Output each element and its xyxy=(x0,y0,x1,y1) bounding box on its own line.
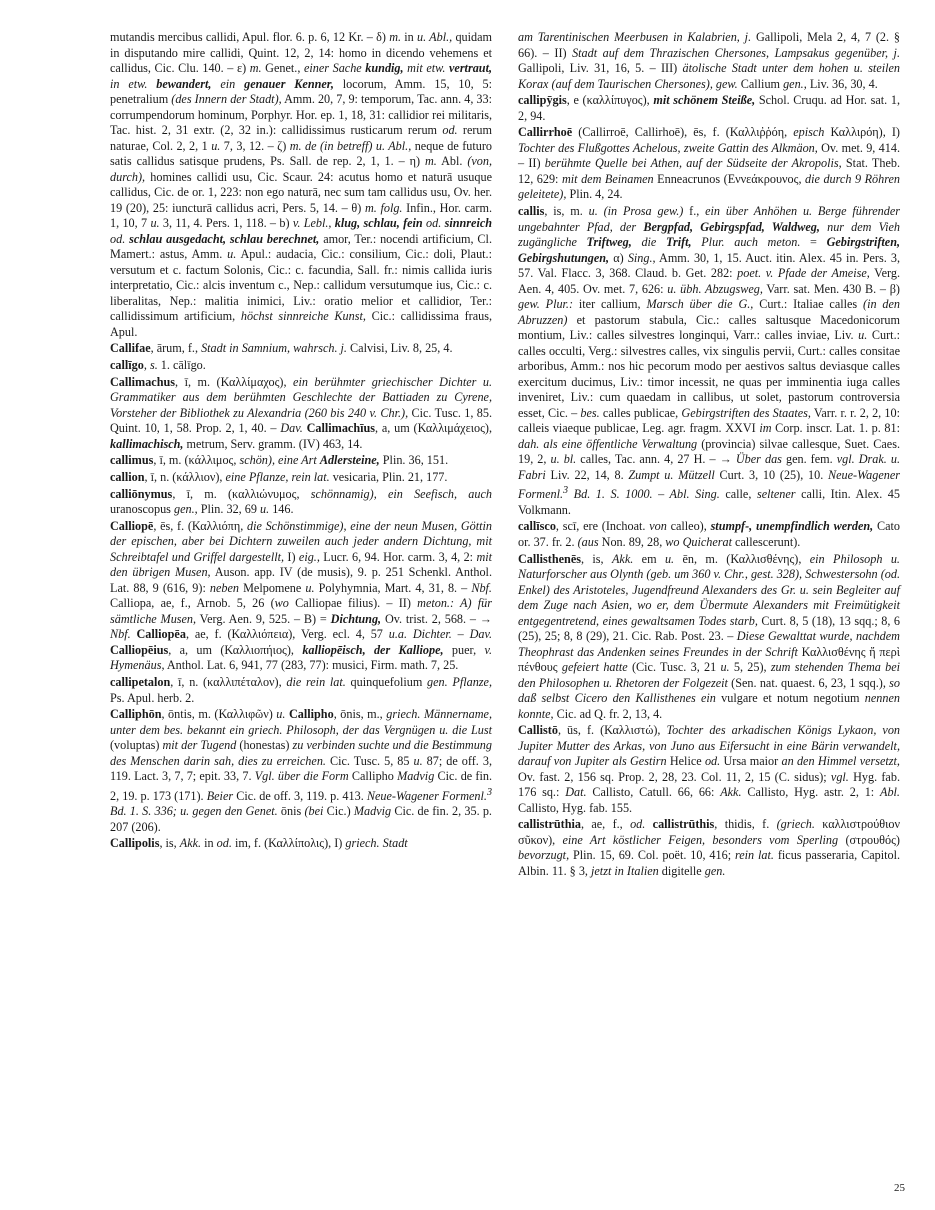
page-number: 25 xyxy=(894,1182,905,1194)
dictionary-entry: Calliopē, ēs, f. (Καλλιόπη, die Schönstimmige), eine der neun Musen, Göttin der epischen, aber bei Dichtern zuweilen auch jeder andern Dichtung, mit Schreibtafel und Griffel dargestellt, I) eig., Lucr. 6, 94. Hor. carm. 3, 4, 2: mit den übrigen Musen, Auson. app. IV (de musis), 9. p. 251 Schenkl. Anthol. Lat. 88, 9 (616, 9): neben Melpomene u. Polyhymnia, Mart. 4, 31, 8. – Nbf. Calliopa, ae, f., Arnob. 5, 26 (wo Calliopae filius). – II) meton.: A) für sämtliche Musen, Verg. Aen. 9, 525. – B) = Dichtung, Ov. trist. 2, 568. – → Nbf. Calliopēa, ae, f. (Καλλιόπεια), Verg. ecl. 4, 57 u.a. Dichter. – Dav. Calliopēius, a, um (Καλλιοπήιος), kalliopēisch, der Kalliope, puer, v. Hymenäus, Anthol. Lat. 6, 941, 77 (283, 77): musici, Firm. math. 7, 25. xyxy=(110,518,493,673)
dictionary-entry: calliōnymus, ī, m. (καλλιώνυμος, schönnamig), ein Seefisch, auch uranoscopus gen., Plin. 32, 69 u. 146. xyxy=(110,486,492,517)
dictionary-entry: callion, ī, n. (κάλλιον), eine Pflanze, rein lat. vesicaria, Plin. 21, 177. xyxy=(110,469,448,484)
dictionary-entry: Callisthenēs, is, Akk. em u. ēn, m. (Καλλισθένης), ein Philosoph u. Naturforscher aus Olynth (geb. um 360 v. Chr., gest. 328), Schwestersohn (od. Enkel) des Aristoteles, Jugendfreund Alexanders des Gr. u. sein Begleiter auf dem Zuge nach Asien, wo er, dem Übermute Alexanders mit Freimütigkeit entgegentretend, eines gewaltsamen Todes starb, Curt. 8, 5 (18), 13 sqq.; 8, 6 (25), 25; 8, 8 (29), 21. Cic. Rab. Post. 23. – Diese Gewalttat wurde, nachdem Theophrast das Andenken seines Freundes in der Schrift Καλλισθένης ἤ περὶ πένθους gefeiert hatte (Cic. Tusc. 3, 21 u. 5, 25), zum stehenden Thema bei den Philosophen u. Rhetoren der Folgezeit (Sen. nat. quaest. 6, 23, 1 sqq.), so daß selbst Cicero den Kallisthenes ein vulgare et notum negotium nennen konnte, Cic. ad Q. fr. 2, 13, 4. xyxy=(518,551,901,721)
dictionary-entry: callis, is, m. u. (in Prosa gew.) f., ein über Anhöhen u. Berge führender ungebahnter Pfad, der Bergpfad, Gebirgspfad, Waldweg, nur dem Vieh zugängliche Triftweg, die Trift, Plur. auch meton. = Gebirgstriften, Gebirgshutungen, α) Sing., Amm. 30, 1, 15. Auct. itin. Alex. 45 in. Pers. 3, 57. Val. Flacc. 3, 368. Claud. b. Get. 282: poet. v. Pfade der Ameise, Verg. Aen. 4, 405. Ov. met. 7, 626: u. übh. Abzugsweg, Varr. sat. Men. 430 B. – β) gew. Plur.: iter callium, Marsch über die G., Curt.: Italiae calles (in den Abruzzen) et pastorum stabula, Cic.: calles saltusque Macedonicorum montium, Liv.: calles silvestres longinqui, Varr.: calles inviae, Liv. u. Curt.: calles occulti, Verg.: silvestres calles, vix singulis pervii, Curt.: calles consitae arboribus, Amm.: nos hic pecorum modo per aestivos saltus deviasque calles exercitum ducimus, Liv.: timor incessit, ne quas per imminentia iuga calles inveniret, Liv.: cum quaedam in callibus, ut solet, pastorum controversia esset, Cic. – bes. calles publicae, Gebirgstriften des Staates, Varr. r. r. 2, 2, 10: calleis viaeque publicae, Leg. agr. fragm. XXVI im Corp. inscr. Lat. 1. p. 81: dah. als eine öffentliche Verwaltung (provincia) silvae callesque, Suet. Caes. 19, 2, u. bl. calles, Tac. ann. 4, 27 H. – → Über das gen. fem. vgl. Drak. u. Fabri Liv. 22, 14, 8. Zumpt u. Mützell Curt. 3, 10 (25), 10. Neue-Wagener Formenl.$^3$ Bd. 1. S. 1000. – Abl. Sing. calle, seltener calli, Itin. Alex. 45 Volkmann. xyxy=(518,204,901,517)
dictionary-entry: Callirrhoē (Callirroē, Callirhoē), ēs, f. (Καλλιῤῥόη, episch Καλλιρόη), I) Tochter des Flußgottes Achelous, zweite Gattin des Alkmäon, Ov. met. 9, 414. – II) berühmte Quelle bei Athen, auf der Südseite der Akropolis, Stat. Theb. 12, 629: mit dem Beinamen Enneacrunos (Εννεάκρουνος, die durch 9 Röhren geleitete), Plin. 4, 24. xyxy=(518,125,901,202)
dictionary-entry: callīgo, s. 1. cālīgo. xyxy=(110,357,206,372)
left-column xyxy=(110,30,492,853)
dictionary-entry: Calliphōn, ōntis, m. (Καλλιφῶν) u. Callipho, ōnis, m., griech. Männername, unter dem bes. bekannt ein griech. Philosoph, der das Vergnügen u. die Lust (voluptas) mit der Tugend (honestas) zu verbinden suchte und die Bestimmung des Menschen darin sah, dies zu erreichen. Cic. Tusc. 5, 85 u. 87; de off. 3, 119. Lact. 3, 7, 7; epit. 33, 7. Vgl. über die Form Callipho Madvig Cic. de fin. 2, 19. p. 173 (171). Beier Cic. de off. 3, 119. p. 413. Neue-Wagener Formenl.$^3$ Bd. 1. S. 336; u. gegen den Genet. ōnis (bei Cic.) Madvig Cic. de fin. 2, 35. p. 207 (206). xyxy=(110,707,493,834)
dictionary-entry: callipȳgis, e (καλλίπυγος), mit schönem Steiße, Schol. Cruqu. ad Hor. sat. 1, 2, 94. xyxy=(518,93,900,123)
dictionary-entry: callistrūthia, ae, f., od. callistrūthis, thidis, f. (griech. καλλιστρούθιον σῦκον), eine Art köstlicher Feigen, besonders vom Sperling (στρουθός) bevorzugt, Plin. 15, 69. Col. poët. 10, 416; rein lat. ficus passeraria, Capitol. Albin. 11. § 3, jetzt in Italien digitelle gen. xyxy=(518,817,901,878)
dictionary-entry: callipetalon, ī, n. (καλλιπέταλον), die rein lat. quinquefolium gen. Pflanze, Ps. Apul. herb. 2. xyxy=(110,675,493,705)
dictionary-entry: Callifae, ārum, f., Stadt in Samnium, wahrsch. j. Calvisi, Liv. 8, 25, 4. xyxy=(110,341,453,356)
dictionary-entry: callimus, ī, m. (κάλλιμος, schön), eine Art Adlersteine, Plin. 36, 151. xyxy=(110,453,449,468)
dictionary-entry: callīsco, scī, ere (Inchoat. von calleo), stumpf-, unempfindlich werden, Cato or. 37. fr. 2. (aus Non. 89, 28, wo Quicherat callescerunt). xyxy=(518,519,900,549)
dictionary-entry: Callistō, ūs, f. (Καλλιστώ), Tochter des arkadischen Königs Lykaon, von Jupiter Mutter des Arkas, von Juno aus Eifersucht in eine Bärin verwandelt, darauf von Jupiter als Gestirn Helice od. Ursa maior an den Himmel versetzt, Ov. fast. 2, 156 sq. Prop. 2, 28, 23. Col. 11, 2, 15 (C. sidus); vgl. Hyg. fab. 176 sq.: Dat. Callisto, Catull. 66, 66: Akk. Callisto, Hyg. astr. 2, 1: Abl. Callisto, Hyg. fab. 155. xyxy=(518,723,901,815)
right-column xyxy=(518,30,900,881)
dictionary-entry: Callipolis, is, Akk. in od. im, f. (Καλλίπολις), I) griech. Stadt xyxy=(110,836,408,851)
dictionary-entry: Callimachus, ī, m. (Καλλίμαχος), ein berühmter griechischer Dichter u. Grammatiker aus dem berühmten Geschlechte der Battiaden zu Cyrene, Vorsteher der Bibliothek zu Alexandria (260 bis 240 v. Chr.), Cic. Tusc. 1, 85. Quint. 10, 1, 58. Prop. 2, 1, 40. – Dav. Callimachīus, a, um (Καλλιμάχειος), kallimachisch, metrum, Serv. gramm. (IV) 463, 14. xyxy=(110,374,493,451)
dictionary-entry: mutandis mercibus callidi, Apul. flor. 6. p. 6, 12 Kr. – δ) m. in u. Abl., quidam in disputando mire callidi, Quint. 12, 2, 14: homo in dicendo vehemens et callidus, Cic. Clu. 140. – ε) m. Genet., einer Sache kundig, mit etw. vertraut, in etw. bewandert, ein genauer Kenner, locorum, Amm. 15, 10, 5: penetralium (des Innern der Stadt), Amm. 20, 7, 9: temporum, Tac. ann. 4, 33: corrumpendorum hominum, Porphyr. Hor. ep. 1, 18, 31: callidior rei militaris, Tac. hist. 2, 31 extr. (2, 32 in.): callidissimus rusticarum rerum od. rerum naturae, Col. 2, 2, 1 u. 7, 3, 12. – ζ) m. de (in betreff) u. Abl., neque de futuro satis callidus satisque prudens, Ps. Sall. de rep. 2, 1, 1. – η) m. Abl. (von, durch), homines callidi usu, Cic. Scaur. 24: acutus homo et naturā usuque callidus, Cic. de or. 1, 223: non ego naturā, nec sum tam callidus usu, Ov. her. 19 (20), 25: iuncturā callidus acri, Pers. 5, 14. – θ) m. folg. Infin., Hor. carm. 1, 10, 7 u. 3, 11, 4. Pers. 1, 118. – b) v. Lebl., klug, schlau, fein od. sinnreich od. schlau ausgedacht, schlau berechnet, amor, Ter.: nocendi artificium, Cl. Mamert.: astus, Amm. u. Apul.: audacia, Cic.: consilium, Cic.: doli, Plaut.: versutum et c. factum Solonis, Cic.: c. facundia, Sall. fr.: nimis callida iuris interpretatio, Cic.: alcis inventum c., Nep.: callidum versutumque ius, Cic.: c. liberalitas, Nep.: malitia inimici, Liv.: oratio melior et callidior, Ter.: callidissimum artificium, höchst sinnreiche Kunst, Cic.: callidissima fraus, Apul. xyxy=(110,30,493,339)
dictionary-entry: am Tarentinischen Meerbusen in Kalabrien, j. Gallipoli, Mela 2, 4, 7 (2. § 66). – II) Stadt auf dem Thrazischen Chersones, Lampsakus gegenüber, j. Gallipoli, Liv. 31, 16, 5. – III) ätolische Stadt unter dem hohen u. steilen Korax (auf dem Taurischen Chersones), gew. Callium gen., Liv. 36, 30, 4. xyxy=(518,30,901,91)
